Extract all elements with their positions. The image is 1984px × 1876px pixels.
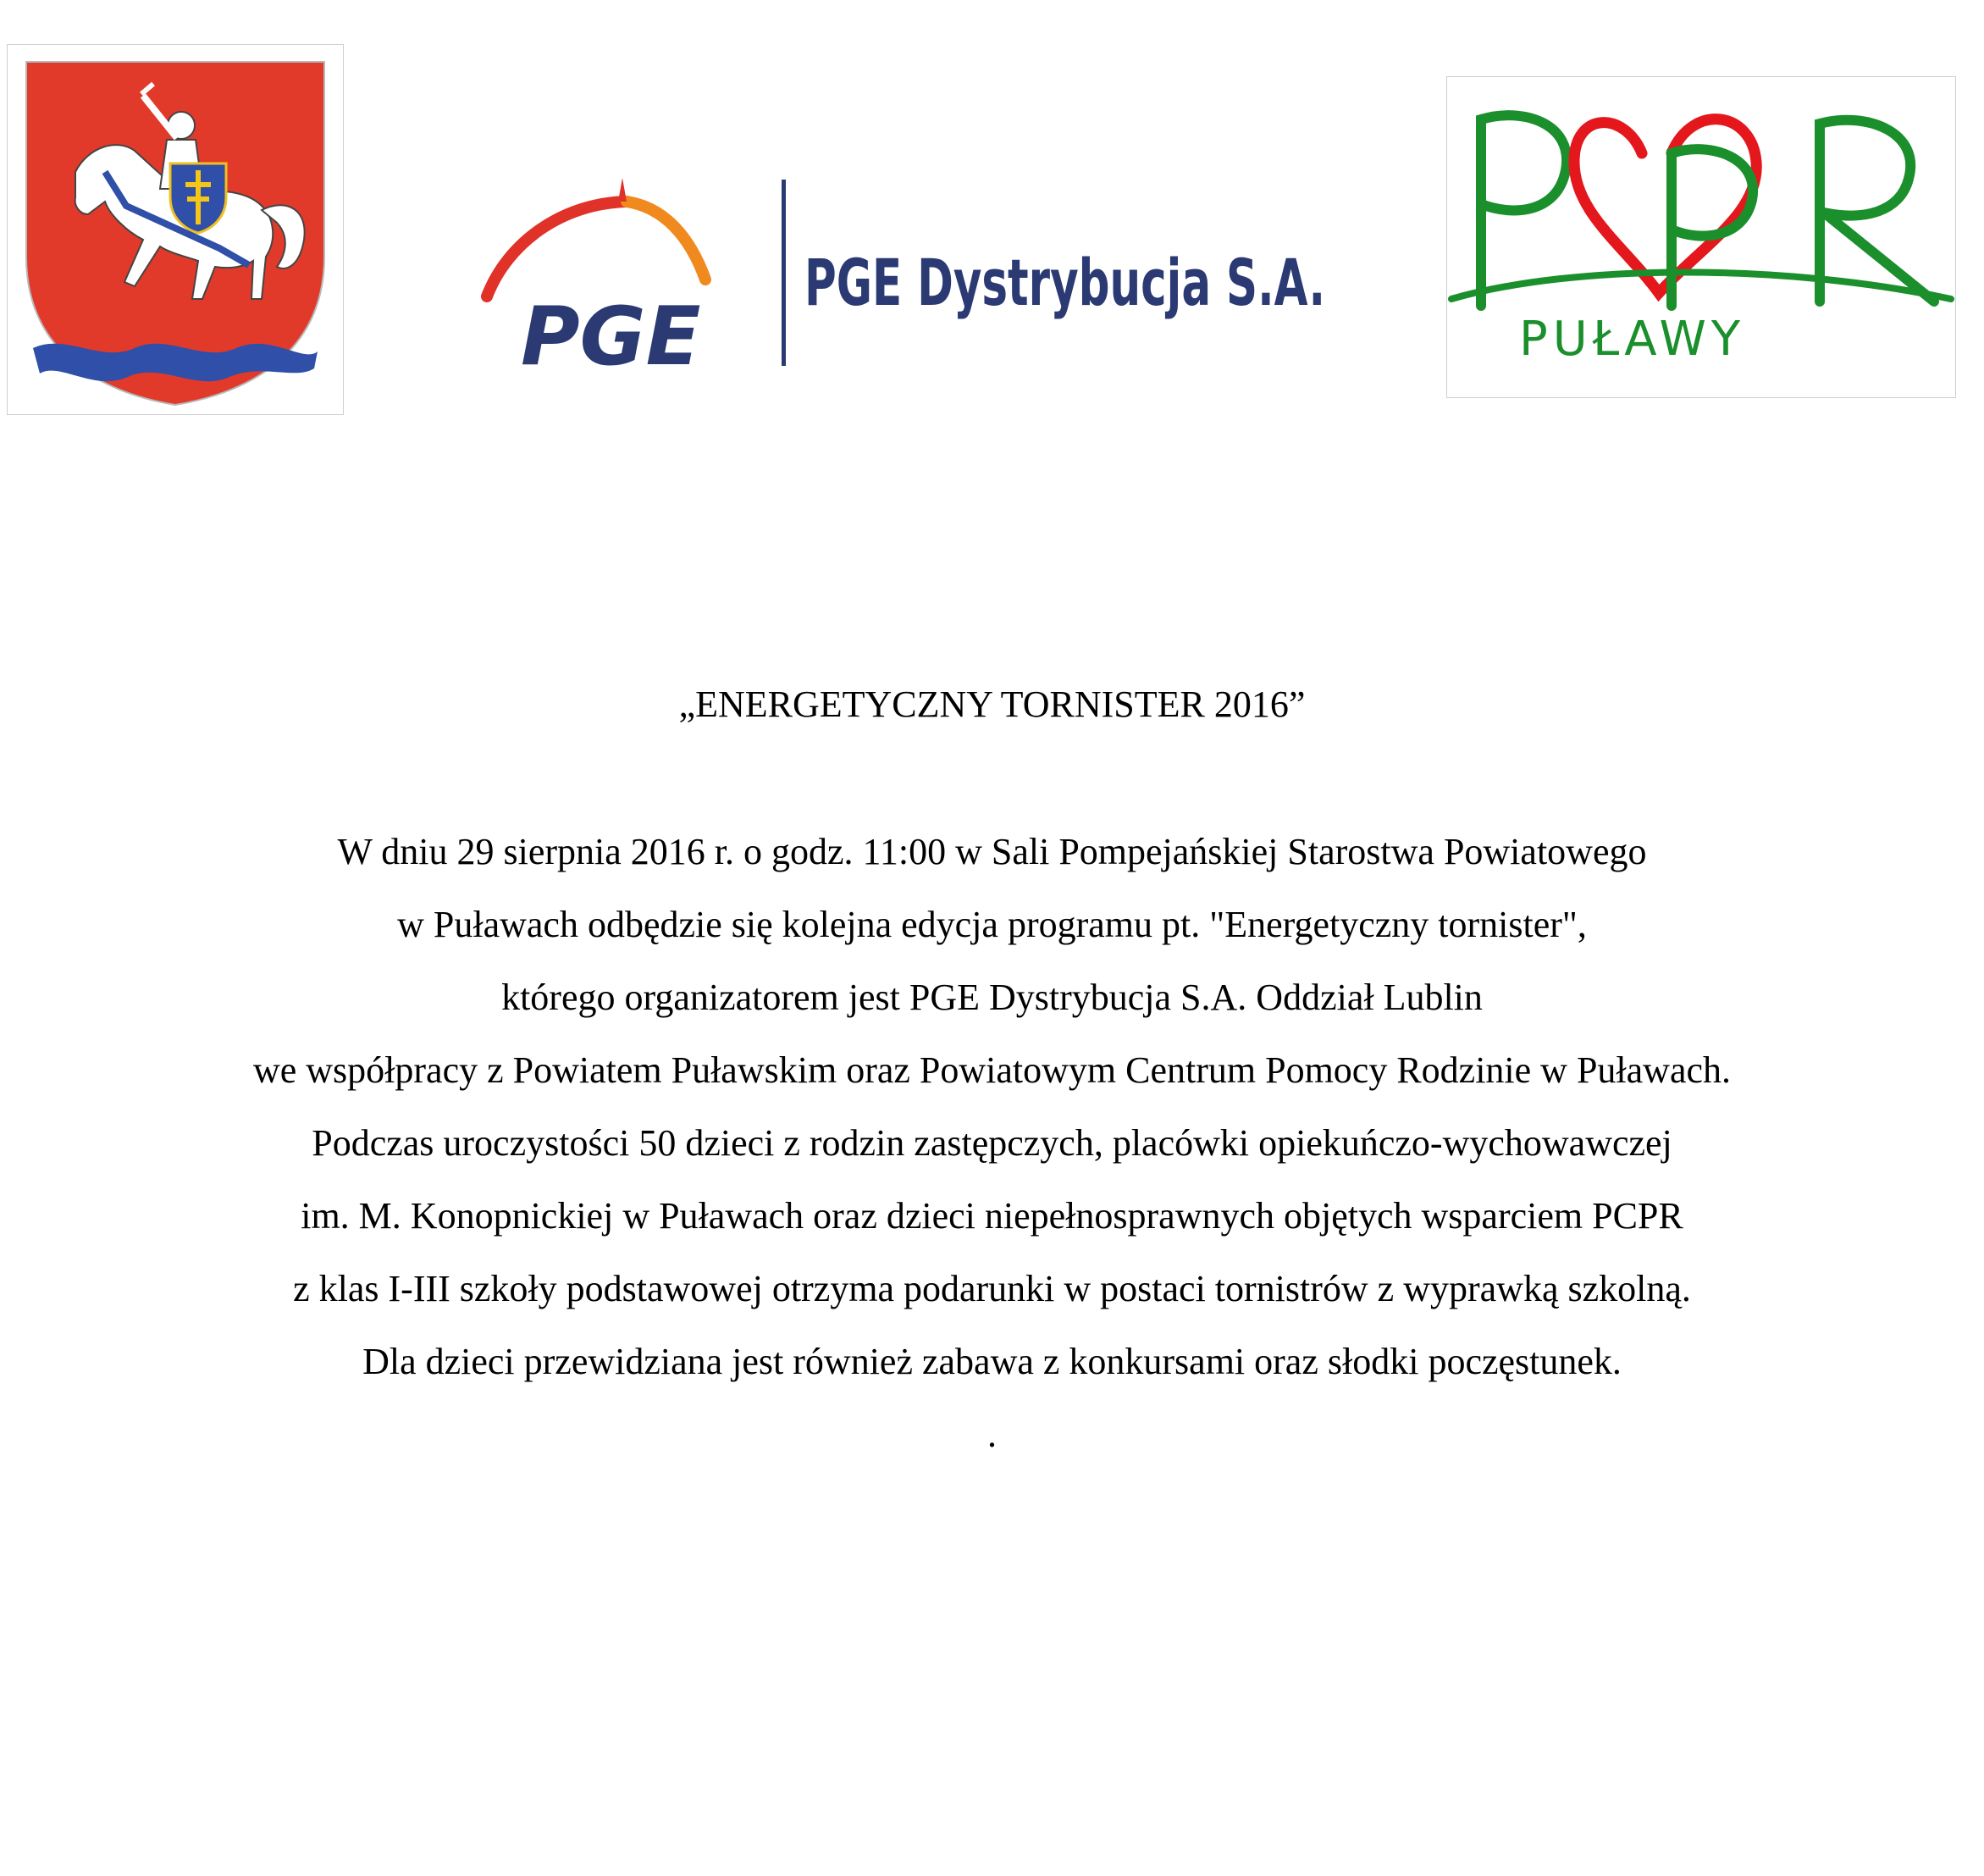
body-line: we współpracy z Powiatem Puławskim oraz Powiatowym Centrum Pomocy Rodzinie w Puławach.	[252, 1049, 1732, 1091]
pge-logo-icon	[470, 161, 1359, 390]
pge-company-text: PGE Dystrybucja S.A.	[804, 245, 1325, 320]
document-title: „ENERGETYCZNY TORNISTER 2016”	[678, 683, 1306, 725]
body-line: .	[987, 1414, 997, 1455]
coat-of-arms-logo	[7, 44, 344, 415]
coat-of-arms-icon	[8, 45, 343, 414]
body-line: W dniu 29 sierpnia 2016 r. o godz. 11:00 w Sali Pompejańskiej Starostwa Powiatowego	[337, 831, 1647, 872]
body-line: którego organizatorem jest PGE Dystrybucja S.A. Oddział Lublin	[501, 977, 1483, 1018]
pcpr-city-text: PUŁAWY	[1519, 312, 1746, 367]
body-line: Dla dzieci przewidziana jest również zabawa z konkursami oraz słodki poczęstunek.	[362, 1341, 1622, 1382]
pcpr-pulawy-logo	[1446, 76, 1956, 398]
pcpr-logo-icon	[1447, 77, 1955, 397]
document-body	[0, 822, 1984, 1477]
body-line: im. M. Konopnickiej w Puławach oraz dzieci niepełnosprawnych objętych wsparciem PCPR	[301, 1195, 1683, 1237]
pge-mark-text: PGE	[521, 291, 701, 384]
body-line: w Puławach odbędzie się kolejna edycja programu pt. "Energetyczny tornister",	[397, 904, 1587, 945]
body-line: Podczas uroczystości 50 dzieci z rodzin zastępczych, placówki opiekuńczo-wychowawczej	[312, 1122, 1672, 1164]
body-line: z klas I-III szkoły podstawowej otrzyma podarunki w postaci tornistrów z wyprawką szkolną.	[293, 1268, 1691, 1309]
pge-dystrybucja-logo	[470, 161, 1359, 390]
